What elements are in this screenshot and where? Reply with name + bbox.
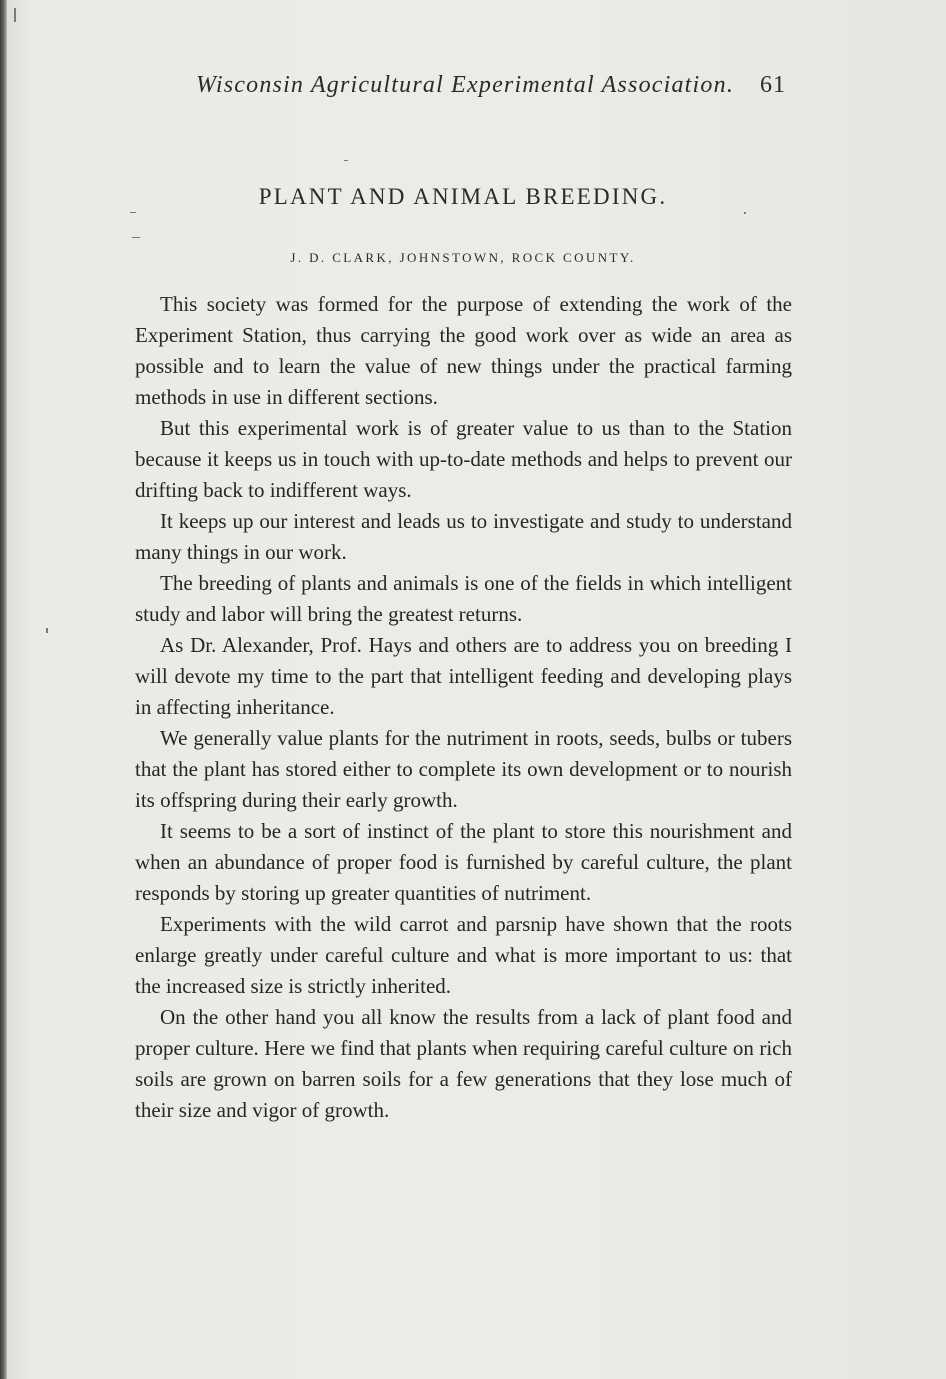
paragraph: The breeding of plants and animals is one of the fields in which intelligent study and labor will bring the greatest returns. [135, 571, 792, 626]
print-speck [130, 212, 136, 213]
print-speck [744, 212, 746, 214]
running-title: Wisconsin Agricultural Experimental Association. [196, 72, 735, 98]
article-body [135, 289, 792, 1126]
paragraph: This society was formed for the purpose of extending the work of the Experiment Station, thus carrying the good work over as wide an area as possible and to learn the value of new things under the practical farming methods in use in different sections. [135, 292, 792, 409]
paragraph: As Dr. Alexander, Prof. Hays and others are to address you on breeding I will devote my time to the part that intelligent feeding and developing plays in affecting inheritance. [135, 633, 792, 719]
print-speck [46, 628, 48, 633]
paragraph: It keeps up our interest and leads us to investigate and study to understand many things in our work. [135, 509, 792, 564]
paragraph: On the other hand you all know the results from a lack of plant food and proper culture. Here we find that plants when requiring careful culture on rich soils are grown on barren soils for a few generations that they lose much of their size and vigor of growth. [135, 1005, 792, 1122]
running-header [196, 72, 792, 104]
paragraph: But this experimental work is of greater value to us than to the Station because it keeps us in touch with up-to-date methods and helps to prevent our drifting back to indifferent ways. [135, 416, 792, 502]
article-title: PLANT AND ANIMAL BREEDING. [258, 184, 668, 209]
paragraph: We generally value plants for the nutriment in roots, seeds, bulbs or tubers that the plant has stored either to complete its own development or to nourish its offspring during their early growth. [135, 726, 792, 812]
print-speck [14, 8, 16, 22]
print-speck [132, 237, 140, 238]
article-byline: J. D. CLARK, JOHNSTOWN, ROCK COUNTY. [290, 250, 636, 265]
page-number: 61 [760, 72, 786, 98]
print-speck [344, 160, 348, 161]
paragraph: It seems to be a sort of instinct of the plant to store this nourishment and when an abundance of proper food is furnished by careful culture, the plant responds by storing up greater quantities of nutriment. [135, 819, 792, 905]
paragraph: Experiments with the wild carrot and parsnip have shown that the roots enlarge greatly under careful culture and what is more important to us: that the increased size is strictly inherited. [135, 912, 792, 998]
